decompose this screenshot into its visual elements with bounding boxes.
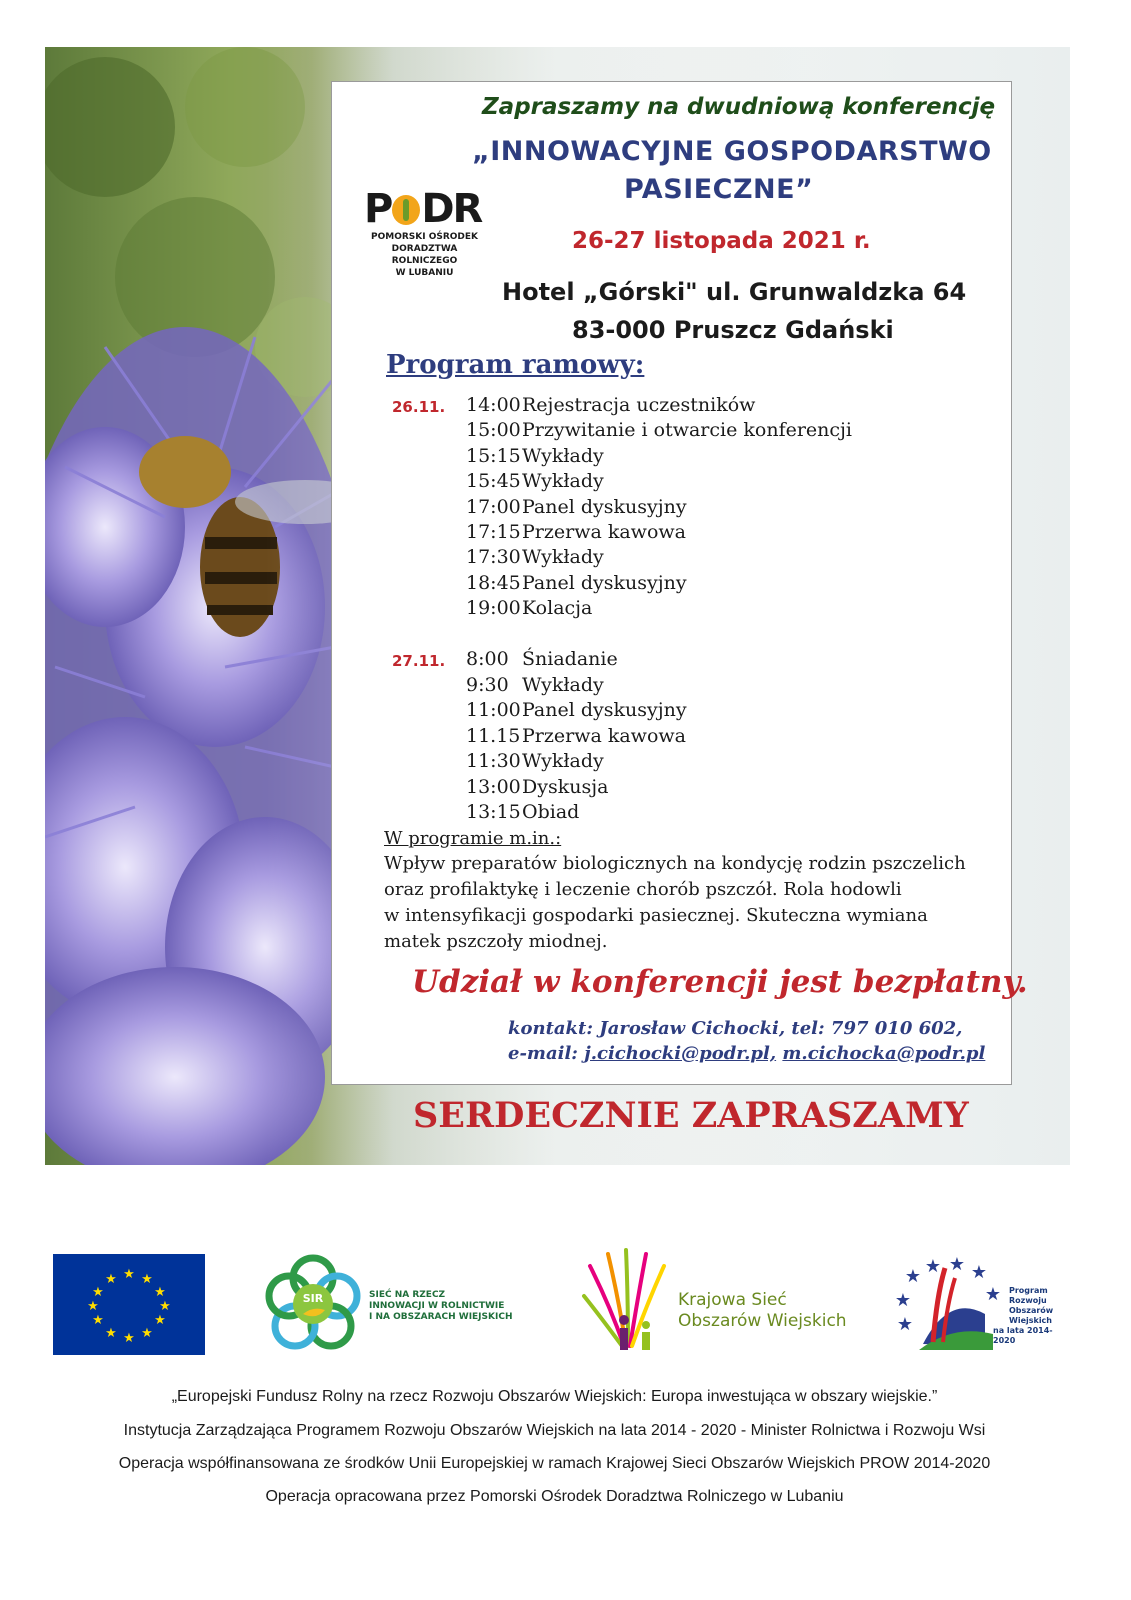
wheat-icon (392, 195, 420, 225)
schedule-row: 8:00 Śniadanie (466, 648, 618, 670)
info-card (331, 81, 1028, 1085)
prow-logo-text: Program Rozwoju Obszarów Wiejskich na lata 2014-2020 (993, 1286, 1054, 1345)
free-participation-note: Udział w konferencji jest bezpłatny. (412, 964, 1028, 1000)
schedule-row: 15:15Wykłady (466, 445, 604, 467)
day2-label: 27.11. (392, 652, 446, 670)
svg-text:★: ★ (896, 1314, 914, 1335)
svg-text:★: ★ (154, 1313, 166, 1328)
footer-line-eafrd: „Europejski Fundusz Rolny na rzecz Rozwoju Obszarów Wiejskich: Europa inwestująca w obszary wiejskie.” (171, 1388, 938, 1405)
svg-text:★: ★ (105, 1272, 117, 1287)
venue-city: 83-000 Pruszcz Gdański (572, 316, 894, 344)
sir-network-logo (263, 1252, 533, 1356)
contact-emails: e-mail: j.cichocki@podr.pl, m.cichocka@podr.pl (508, 1043, 986, 1064)
ksow-plant-icon (580, 1246, 680, 1358)
svg-text:★: ★ (105, 1326, 117, 1341)
prow-logo (893, 1254, 1063, 1358)
event-dates: 26-27 listopada 2021 r. (572, 228, 871, 254)
schedule-row: 17:00Panel dyskusyjny (466, 496, 687, 518)
footer-line-author: Operacja opracowana przez Pomorski Ośrodek Doradztwa Rolniczego w Lubaniu (265, 1488, 844, 1505)
podr-wordmark: P DR (364, 186, 482, 232)
svg-text:★: ★ (141, 1272, 153, 1287)
svg-text:★: ★ (92, 1285, 104, 1300)
in-program-label: W programie m.in.: (384, 828, 562, 849)
schedule-row: 15:45Wykłady (466, 470, 604, 492)
schedule-row: 13:00Dyskusja (466, 776, 609, 798)
schedule-row: 17:15Przerwa kawowa (466, 521, 686, 543)
invite-text: Zapraszamy na dwudniową konferencję (482, 94, 996, 120)
program-heading: Program ramowy: (386, 350, 645, 380)
schedule-row: 11:30Wykłady (466, 750, 604, 772)
event-title-line1: „INNOWACYJNE GOSPODARSTWO (472, 136, 992, 167)
podr-logo-subtitle: POMORSKI OŚRODEK DORADZTWA ROLNICZEGO W LUBANIU (370, 232, 479, 278)
schedule-row: 18:45Panel dyskusyjny (466, 572, 687, 594)
svg-text:★: ★ (970, 1262, 988, 1283)
svg-text:★: ★ (123, 1331, 135, 1346)
footer-line-cofinancing: Operacja współfinansowana ze środków Unii Europejskiej w ramach Krajowej Sieci Obszarów Wiejskich PROW 2014-2020 (118, 1455, 991, 1472)
schedule-row: 9:30 Wykłady (466, 674, 604, 696)
eu-stars-icon (53, 1254, 205, 1355)
svg-text:★: ★ (123, 1267, 135, 1282)
svg-text:★: ★ (904, 1266, 922, 1287)
schedule-row: 13:15Obiad (466, 801, 580, 823)
closing-invitation: SERDECZNIE ZAPRASZAMY (413, 1095, 969, 1136)
email-link-cichocka[interactable]: m.cichocka@podr.pl (782, 1043, 986, 1064)
svg-text:SIR: SIR (302, 1292, 324, 1305)
venue-address: Hotel „Górski" ul. Grunwaldzka 64 (502, 278, 967, 306)
event-title-line2: PASIECZNE” (624, 174, 814, 205)
svg-text:★: ★ (154, 1285, 166, 1300)
svg-text:★: ★ (159, 1299, 171, 1314)
svg-text:★: ★ (894, 1290, 912, 1311)
schedule-row: 17:30Wykłady (466, 546, 604, 568)
svg-text:★: ★ (92, 1313, 104, 1328)
svg-text:★: ★ (948, 1254, 966, 1275)
podr-logo (362, 186, 487, 278)
footer-line-managing-authority: Instytucja Zarządzająca Programem Rozwoju Obszarów Wiejskich na lata 2014 - 2020 - Minister Rolnictwa i Rozwoju Wsi (123, 1422, 986, 1439)
ksow-logo-text: Krajowa Sieć Obszarów Wiejskich (678, 1290, 847, 1331)
ksow-logo (580, 1246, 870, 1358)
program-description: Wpływ preparatów biologicznych na kondycję rodzin pszczelich oraz profilaktykę i leczenie chorób pszczół. Rola hodowli w intensyfikacji gospodarki pasiecznej. Skuteczna wymiana matek pszczoły miodnej. (384, 853, 966, 952)
eu-flag-logo (53, 1254, 205, 1355)
contact-person: kontakt: Jarosław Cichocki, tel: 797 010 602, (508, 1018, 963, 1039)
svg-text:★: ★ (924, 1256, 942, 1277)
schedule-row: 11:00Panel dyskusyjny (466, 699, 687, 721)
schedule-row: 15:00Przywitanie i otwarcie konferencji (466, 419, 853, 441)
schedule-row: 19:00Kolacja (466, 597, 593, 619)
day1-label: 26.11. (392, 398, 446, 416)
prow-emblem-icon (893, 1254, 1005, 1358)
email-link-cichocki[interactable]: j.cichocki@podr.pl, (584, 1043, 777, 1064)
svg-text:★: ★ (141, 1326, 153, 1341)
svg-text:★: ★ (87, 1299, 99, 1314)
sir-logo-text: SIEĆ NA RZECZ INNOWACJI W ROLNICTWIE I NA OBSZARACH WIEJSKICH (369, 1290, 513, 1322)
schedule-row: 11.15Przerwa kawowa (466, 725, 686, 747)
schedule-row: 14:00Rejestracja uczestników (466, 394, 756, 416)
svg-text:★: ★ (984, 1284, 1002, 1305)
sir-flower-icon (263, 1252, 363, 1356)
